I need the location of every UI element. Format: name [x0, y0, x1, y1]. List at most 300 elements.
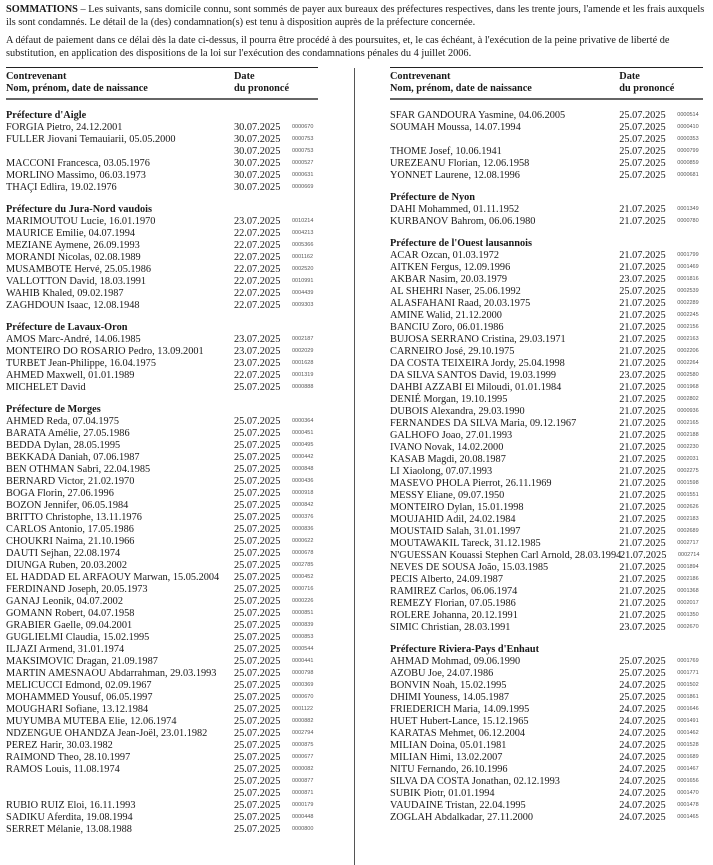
section-title: Préfecture de Nyon	[390, 192, 476, 203]
offender-name: FERDINAND Joseph, 20.05.1973	[6, 584, 148, 595]
table-row	[6, 170, 318, 182]
judgment-date: 25.07.2025	[234, 716, 281, 727]
reference-number: 0002580	[677, 372, 699, 378]
offender-name: CHOUKRI Naima, 21.10.1966	[6, 536, 135, 547]
offender-name: MILIAN Doina, 05.01.1981	[390, 740, 507, 751]
judgment-dates	[619, 394, 703, 406]
table-row	[6, 358, 318, 370]
offender-name: KURBANOV Bahrom, 06.06.1980	[390, 216, 536, 227]
judgment-date: 24.07.2025	[619, 752, 666, 763]
table-header	[390, 67, 703, 100]
judgment-dates	[234, 276, 318, 288]
offender-name: MACCONI Francesca, 03.05.1976	[6, 158, 150, 169]
reference-number: 0001467	[677, 766, 699, 772]
table-row	[390, 370, 703, 382]
judgment-entry	[619, 394, 703, 406]
offender-name: SILVA DA COSTA Jonathan, 02.12.1993	[390, 776, 560, 787]
table-row	[390, 274, 703, 286]
judgment-dates	[619, 788, 703, 800]
reference-number: 0000364	[292, 418, 314, 424]
reference-number: 0001368	[677, 588, 699, 594]
judgment-entry	[619, 490, 703, 502]
table-row	[390, 146, 703, 158]
table-row	[6, 524, 318, 536]
offender-name: MELICUCCI Edmond, 02.09.1967	[6, 680, 152, 691]
judgment-entry	[234, 740, 318, 752]
judgment-entry	[619, 610, 703, 622]
reference-number: 0002275	[677, 468, 699, 474]
judgment-dates	[619, 298, 703, 310]
prefecture-section	[6, 322, 318, 394]
judgment-entry	[619, 466, 703, 478]
judgment-entry	[234, 346, 318, 358]
offender-name: MOUGHARI Sofiane, 13.12.1984	[6, 704, 149, 715]
judgment-date: 24.07.2025	[619, 800, 666, 811]
judgment-date: 25.07.2025	[234, 800, 281, 811]
table-row	[6, 382, 318, 394]
table-row	[390, 776, 703, 788]
judgment-dates	[234, 680, 318, 692]
reference-number: 0000670	[292, 694, 314, 700]
reference-number: 0002206	[677, 348, 699, 354]
judgment-entry	[619, 680, 703, 692]
judgment-dates	[234, 524, 318, 536]
offender-name: MILIAN Himi, 13.02.2007	[390, 752, 503, 763]
table-row	[390, 298, 703, 310]
judgment-dates	[620, 550, 703, 562]
offender-name: GUGLIELMI Claudia, 15.02.1995	[6, 632, 150, 643]
offender-name: EL HADDAD EL ARFAOUY Marwan, 15.05.2004	[6, 572, 220, 583]
offender-name: GALHOFO Joao, 27.01.1993	[390, 430, 513, 441]
reference-number: 0000670	[292, 124, 314, 130]
judgment-entry	[619, 622, 703, 634]
judgment-dates	[234, 382, 318, 394]
offender-name: FULLER Jiovani Temauiarii, 05.05.2000	[6, 134, 176, 145]
judgment-entry	[234, 812, 318, 824]
judgment-entry	[619, 262, 703, 274]
table-row	[6, 680, 318, 692]
offender-name: SUBIK Piotr, 01.01.1994	[390, 788, 495, 799]
reference-number: 0000918	[292, 490, 314, 496]
reference-number: 0000179	[292, 802, 314, 808]
offender-name: BOGA Florin, 27.06.1996	[6, 488, 114, 499]
judgment-dates	[619, 370, 703, 382]
table-row	[390, 740, 703, 752]
judgment-entry	[619, 122, 703, 134]
judgment-dates	[619, 776, 703, 788]
header-date	[234, 71, 318, 95]
table-row	[6, 428, 318, 440]
reference-number: 0000514	[677, 112, 699, 118]
judgment-date: 22.07.2025	[234, 300, 281, 311]
offender-name: SERRET Mélanie, 13.08.1988	[6, 824, 132, 835]
table-row	[390, 204, 703, 216]
judgment-date: 25.07.2025	[234, 428, 281, 439]
judgment-dates	[234, 370, 318, 382]
judgment-date: 24.07.2025	[619, 704, 666, 715]
reference-number: 0001465	[677, 814, 699, 820]
intro-paragraph-1-text: – Les suivants, sans domicile connu, sont sommés de payer aux bureaux des préfectures respectives, dans les trente jours, l'amende et les frais auxquels ils sont condamnés. Le détail de la (des) condamnation(s) est tenu à disposition auprès de la préfecture concernée.	[6, 4, 705, 28]
judgment-entry	[234, 476, 318, 488]
judgment-entry	[619, 274, 703, 286]
judgment-entry	[234, 524, 318, 536]
reference-number: 0001528	[677, 742, 699, 748]
reference-number: 0002156	[677, 324, 699, 330]
table-row	[6, 716, 318, 728]
section-title: Préfecture de Lavaux-Oron	[6, 322, 128, 333]
judgment-date: 21.07.2025	[619, 574, 666, 585]
reference-number: 0001816	[677, 276, 699, 282]
table-row	[6, 620, 318, 632]
judgment-entry	[234, 276, 318, 288]
reference-number: 0002717	[677, 540, 699, 546]
judgment-date: 25.07.2025	[234, 548, 281, 559]
offender-name: MESSY Eliane, 09.07.1950	[390, 490, 505, 501]
table-row	[390, 478, 703, 490]
section-title: Préfecture de l'Ouest lausannois	[390, 238, 532, 249]
judgment-dates	[619, 562, 703, 574]
table-row	[390, 586, 703, 598]
judgment-entry	[234, 500, 318, 512]
judgment-date: 25.07.2025	[619, 146, 666, 157]
judgment-entry	[234, 644, 318, 656]
judgment-entry	[234, 358, 318, 370]
judgment-date: 21.07.2025	[619, 298, 666, 309]
judgment-dates	[619, 216, 703, 228]
table-row	[6, 416, 318, 428]
judgment-entry	[619, 752, 703, 764]
reference-number: 0000678	[292, 550, 314, 556]
table-row	[6, 252, 318, 264]
judgment-dates	[234, 216, 318, 228]
judgment-dates	[234, 620, 318, 632]
right-sections	[390, 110, 703, 824]
table-row	[6, 276, 318, 288]
reference-number: 0002230	[677, 444, 699, 450]
table-row	[390, 454, 703, 466]
section-title: Préfecture de Morges	[6, 404, 101, 415]
table-row	[390, 358, 703, 370]
prefecture-section	[390, 238, 703, 634]
judgment-entry	[619, 478, 703, 490]
judgment-date: 21.07.2025	[619, 310, 666, 321]
judgment-dates	[234, 464, 318, 476]
judgment-entry	[619, 574, 703, 586]
offender-name: KASAB Magdi, 20.08.1987	[390, 454, 506, 465]
table-row	[6, 548, 318, 560]
table-row	[390, 538, 703, 550]
judgment-dates	[619, 610, 703, 622]
judgment-date: 25.07.2025	[234, 644, 281, 655]
reference-number: 0000452	[292, 574, 314, 580]
offender-name: FERNANDES DA SILVA Maria, 09.12.1967	[390, 418, 577, 429]
judgment-date: 21.07.2025	[619, 466, 666, 477]
judgment-entry	[619, 586, 703, 598]
offender-name: BANCIU Zoro, 06.01.1986	[390, 322, 504, 333]
judgment-dates	[619, 800, 703, 812]
judgment-dates	[234, 122, 318, 134]
table-row	[6, 596, 318, 608]
judgment-dates	[234, 252, 318, 264]
reference-number: 0004213	[292, 230, 314, 236]
prefecture-section	[390, 110, 703, 182]
offender-name: AMINE Walid, 21.12.2000	[390, 310, 502, 321]
reference-number: 0002031	[677, 456, 699, 462]
table-row	[390, 170, 703, 182]
judgment-date: 25.07.2025	[234, 416, 281, 427]
reference-number: 0001350	[677, 612, 699, 618]
reference-number: 0001598	[677, 480, 699, 486]
judgment-entry	[619, 716, 703, 728]
reference-number: 0000448	[292, 814, 314, 820]
reference-number: 0002794	[292, 730, 314, 736]
offender-name: RAIMOND Theo, 28.10.1997	[6, 752, 131, 763]
judgment-date: 24.07.2025	[619, 740, 666, 751]
judgment-dates	[619, 250, 703, 262]
judgment-entry	[234, 536, 318, 548]
reference-number: 0005366	[292, 242, 314, 248]
offender-name: ILJAZI Armend, 31.01.1974	[6, 644, 125, 655]
table-row	[6, 740, 318, 752]
offender-name: BRITTO Christophe, 13.11.1976	[6, 512, 142, 523]
header-col1-line2: Nom, prénom, date de naissance	[6, 82, 148, 94]
judgment-entry	[234, 146, 318, 158]
judgment-date: 21.07.2025	[619, 334, 666, 345]
judgment-dates	[234, 512, 318, 524]
offender-name: MARTIN AMESNAOU Abdarrahman, 29.03.1993	[6, 668, 217, 679]
judgment-dates	[619, 622, 703, 634]
header-contrevenant	[390, 71, 619, 95]
judgment-entry	[620, 550, 703, 562]
reference-number: 0004439	[292, 290, 314, 296]
table-row	[390, 764, 703, 776]
reference-number: 0002520	[292, 266, 314, 272]
reference-number: 0001628	[292, 360, 314, 366]
offender-name: MORANDI Nicolas, 02.08.1989	[6, 252, 141, 263]
reference-number: 0001551	[677, 492, 699, 498]
judgment-entry	[234, 764, 318, 776]
judgment-dates	[234, 476, 318, 488]
offender-name: FRIEDERICH Maria, 14.09.1995	[390, 704, 530, 715]
intro-paragraph-2: A défaut de paiement dans ce délai dès la date ci-dessus, il pourra être procédé à des poursuites, et, le cas échéant, à l'exécution de la peine privative de liberté de substitution, en application des dispositions de la loi sur l'exécution des condamnations pénales du 4 juillet 2006.	[6, 35, 670, 59]
reference-number: 0001894	[677, 564, 699, 570]
table-row	[390, 430, 703, 442]
offender-name: DAUTI Sejhan, 22.08.1974	[6, 548, 121, 559]
reference-number: 0001491	[677, 718, 699, 724]
table-row	[390, 514, 703, 526]
offender-name: MOHAMMED Yousuf, 06.05.1997	[6, 692, 153, 703]
judgment-entry	[234, 680, 318, 692]
judgment-dates	[619, 406, 703, 418]
judgment-dates	[234, 452, 318, 464]
table-row	[6, 632, 318, 644]
offender-name: MAKSIMOVIC Dragan, 21.09.1987	[6, 656, 158, 667]
offender-name: PECIS Alberto, 24.09.1987	[390, 574, 503, 585]
table-row	[390, 250, 703, 262]
table-row	[6, 764, 318, 800]
offender-name: SOUMAH Moussa, 14.07.1994	[390, 122, 521, 133]
judgment-entry	[619, 430, 703, 442]
judgment-entry	[619, 812, 703, 824]
offender-name: ZAGHDOUN Isaac, 12.08.1948	[6, 300, 140, 311]
judgment-entry	[234, 300, 318, 312]
judgment-entry	[234, 488, 318, 500]
judgment-entry	[234, 158, 318, 170]
judgment-date: 25.07.2025	[234, 620, 281, 631]
judgment-date: 24.07.2025	[619, 680, 666, 691]
reference-number: 0002802	[677, 396, 699, 402]
table-row	[6, 644, 318, 656]
judgment-entry	[619, 656, 703, 668]
judgment-date: 21.07.2025	[619, 454, 666, 465]
judgment-dates	[619, 526, 703, 538]
judgment-dates	[619, 764, 703, 776]
judgment-entry	[234, 512, 318, 524]
judgment-dates	[234, 800, 318, 812]
judgment-entry	[619, 668, 703, 680]
judgment-date: 25.07.2025	[234, 500, 281, 511]
reference-number: 0001646	[677, 706, 699, 712]
judgment-date: 25.07.2025	[619, 656, 666, 667]
offender-name: AHMAD Mohmad, 09.06.1990	[390, 656, 521, 667]
offender-name: MICHELET David	[6, 382, 86, 393]
offender-name: ROLERE Johanna, 20.12.1991	[390, 610, 518, 621]
reference-number: 0000753	[292, 148, 314, 154]
table-row	[390, 656, 703, 668]
reference-number: 0000681	[677, 172, 699, 178]
judgment-date: 22.07.2025	[234, 252, 281, 263]
table-row	[390, 418, 703, 430]
offender-name: MEZIANE Aymene, 26.09.1993	[6, 240, 140, 251]
offender-name: N'GUESSAN Kouassi Stephen Carl Arnold, 28.03.1994	[390, 550, 622, 561]
table-row	[390, 122, 703, 146]
judgment-date: 23.07.2025	[619, 370, 666, 381]
judgment-dates	[619, 286, 703, 298]
offender-name: THOME Josef, 10.06.1941	[390, 146, 502, 157]
judgment-date: 25.07.2025	[234, 464, 281, 475]
judgment-dates	[619, 430, 703, 442]
table-row	[390, 110, 703, 122]
offender-name: AKBAR Nasim, 20.03.1979	[390, 274, 507, 285]
table-row	[6, 134, 318, 158]
offender-name: DA SILVA SANTOS David, 19.03.1999	[390, 370, 557, 381]
judgment-entry	[234, 572, 318, 584]
judgment-dates	[619, 334, 703, 346]
table-row	[6, 464, 318, 476]
table-row	[6, 182, 318, 194]
left-sections	[6, 110, 318, 836]
offender-name: MOUSTAID Salah, 31.01.1997	[390, 526, 521, 537]
offender-name: BARATA Amélie, 27.05.1986	[6, 428, 130, 439]
judgment-date: 24.07.2025	[619, 776, 666, 787]
reference-number: 0002017	[677, 600, 699, 606]
judgment-entry	[234, 800, 318, 812]
judgment-dates	[234, 716, 318, 728]
judgment-entry	[619, 692, 703, 704]
offender-name: KARATAS Mehmet, 06.12.2004	[390, 728, 526, 739]
table-row	[390, 216, 703, 228]
offender-name: DAHI Mohammed, 01.11.1952	[390, 204, 520, 215]
reference-number: 0001470	[677, 790, 699, 796]
reference-number: 0001968	[677, 384, 699, 390]
judgment-dates	[619, 586, 703, 598]
judgment-date: 25.07.2025	[234, 512, 281, 523]
judgment-dates	[234, 358, 318, 370]
judgment-entry	[234, 428, 318, 440]
reference-number: 0001861	[677, 694, 699, 700]
table-row	[6, 536, 318, 548]
offender-name: NEVES DE SOUSA João, 15.03.1985	[390, 562, 549, 573]
offender-name: FORGIA Pietro, 24.12.2001	[6, 122, 123, 133]
judgment-date: 30.07.2025	[234, 158, 281, 169]
reference-number: 0000669	[292, 184, 314, 190]
judgment-date: 24.07.2025	[619, 716, 666, 727]
judgment-date: 21.07.2025	[619, 262, 666, 273]
table-row	[390, 598, 703, 610]
header-col2-line1: Date	[619, 71, 640, 82]
offender-name: GRABIER Gaelle, 09.04.2001	[6, 620, 133, 631]
judgment-date: 21.07.2025	[619, 394, 666, 405]
judgment-dates	[234, 548, 318, 560]
judgment-entry	[619, 310, 703, 322]
reference-number: 0001502	[677, 682, 699, 688]
judgment-date: 22.07.2025	[234, 240, 281, 251]
judgment-dates	[234, 824, 318, 836]
offender-name: ALASFAHANI Raad, 20.03.1975	[390, 298, 531, 309]
judgment-dates	[234, 812, 318, 824]
judgment-dates	[619, 740, 703, 752]
prefecture-section	[6, 204, 318, 312]
judgment-dates	[234, 740, 318, 752]
judgment-entry	[234, 692, 318, 704]
judgment-entry	[234, 228, 318, 240]
judgment-date: 21.07.2025	[619, 382, 666, 393]
judgment-dates	[234, 608, 318, 620]
table-row	[390, 490, 703, 502]
reference-number: 0002163	[677, 336, 699, 342]
judgment-entry	[234, 548, 318, 560]
table-row	[6, 488, 318, 500]
offender-name: RAMIREZ Carlos, 06.06.1974	[390, 586, 518, 597]
judgment-date: 25.07.2025	[234, 608, 281, 619]
judgment-date: 21.07.2025	[619, 586, 666, 597]
table-row	[390, 406, 703, 418]
reference-number: 0000677	[292, 754, 314, 760]
judgment-dates	[234, 500, 318, 512]
table-row	[6, 584, 318, 596]
judgment-date: 25.07.2025	[234, 560, 281, 571]
judgment-dates	[234, 334, 318, 346]
table-row	[6, 440, 318, 452]
reference-number: 0000877	[292, 778, 314, 784]
judgment-date: 21.07.2025	[619, 216, 666, 227]
judgment-date: 21.07.2025	[619, 322, 666, 333]
offender-name: NITU Fernando, 26.10.1996	[390, 764, 508, 775]
offender-name: AHMED Maxwell, 01.01.1989	[6, 370, 135, 381]
judgment-dates	[619, 680, 703, 692]
right-column	[390, 67, 703, 824]
section-title: Préfecture d'Aigle	[6, 110, 87, 121]
reference-number: 0002539	[677, 288, 699, 294]
judgment-date: 21.07.2025	[619, 442, 666, 453]
prefecture-section	[6, 110, 318, 194]
intro-lead: SOMMATIONS	[6, 4, 78, 15]
reference-number: 0002187	[292, 336, 314, 342]
table-row	[6, 692, 318, 704]
judgment-entry	[619, 728, 703, 740]
judgment-date: 25.07.2025	[234, 632, 281, 643]
judgment-dates	[234, 572, 318, 584]
